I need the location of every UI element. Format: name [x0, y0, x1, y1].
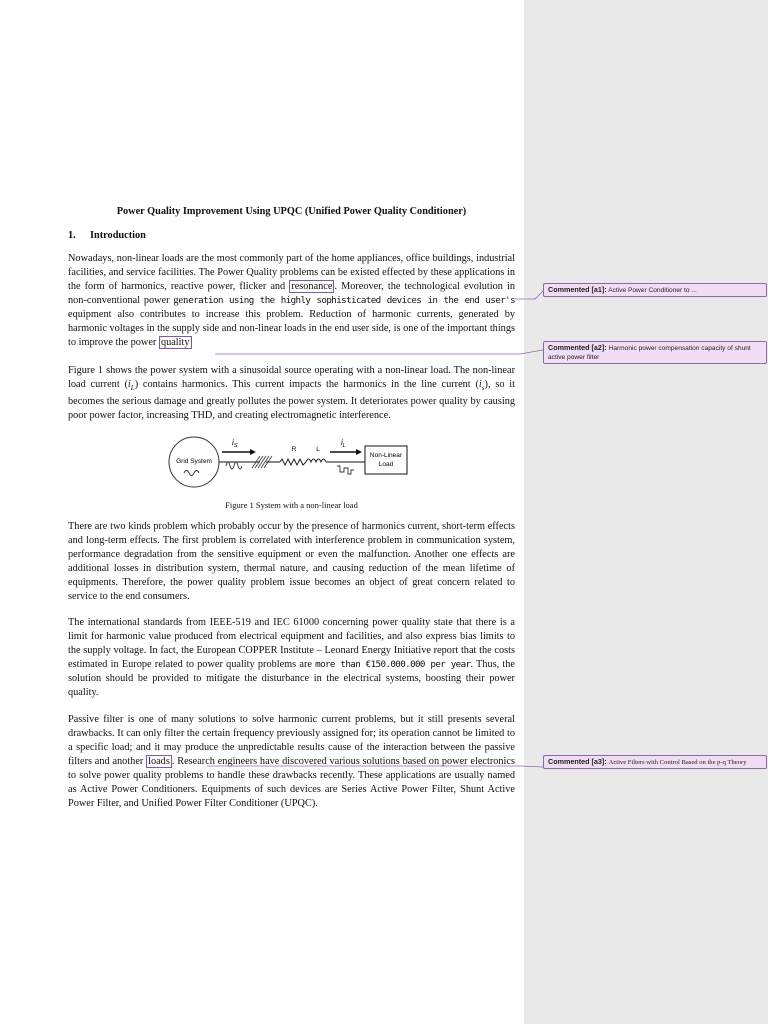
text-run: Figure 1 shows the power system with a sinusoidal source operating with a non-linear load. The non-linear load current (: [68, 365, 515, 390]
comment-label: Commented [a2]:: [548, 343, 607, 352]
handwritten-text: more than €150.000.000 per year: [315, 659, 471, 670]
text-run: . Moreover, the technological evolution in non-conventional power gen: [68, 281, 515, 306]
connector-a3: [207, 766, 543, 767]
connector-a1: [515, 291, 543, 299]
comment-a2[interactable]: [543, 341, 767, 364]
text-run: ), so it becomes the serious damage and greatly pollutes the power system. It deteriorates power quality by causing poor power factor, increasing THD, and creating electromagnetic interference.: [68, 379, 515, 422]
variable-subscript: s: [481, 384, 485, 393]
handwritten-text: eration using the highly sophisticated devices in the end user's: [188, 295, 515, 306]
comment-anchor-a1[interactable]: resonance: [291, 281, 333, 292]
comment-text: Harmonic power compensation capacity of shunt active power filter: [548, 345, 751, 361]
text-run: . Research engineers have discovered various solutions based on power electronics to solve power quality problems to handle these drawbacks recently. These applications are usually named as Active Power Conditioners. Equipments of such devices are Series Active Power Filter, Shunt Active Power Filter, and Unified Power Filter Conditioner (UPQC).: [68, 756, 515, 809]
inductor-label: L: [316, 446, 320, 453]
variable: i: [478, 379, 482, 390]
paragraph-3-text: There are two kinds problem which probably occur by the presence of harmonics current, short-term effects and long-term effects. The first problem is correlated with interference problem in communication system, performance degradation from the sensitive equipment or even the malfunction. Another one effects are additional losses in distribution system, thermal nature, and causing reduction of the mean lifetime of equipments. Therefore, the power quality problem issue becomes an object of great concern related to service to the end consumers.: [68, 521, 515, 602]
comment-a3[interactable]: [543, 755, 767, 769]
text-run: . Thus, the solution should be provided to mitigate the disturbance in the electrical systems, boosting their power quality.: [68, 659, 515, 698]
comment-anchor-a3[interactable]: loads: [148, 756, 170, 767]
comment-anchor-a2[interactable]: quality: [160, 337, 190, 348]
variable-subscript: L: [130, 384, 135, 393]
text-run: equipment also contributes to increase this problem. Reduction of harmonic currents, generated by harmonic voltages in the supply side and non-linear loads in the end user side, is one of the important things to improve the power: [68, 309, 515, 348]
connector-a2: [215, 350, 543, 354]
text-run: Passive filter is one of many solutions to solve harmonic current problems, but it still presents several drawbacks. It can only filter the certain frequency previously assigned for; its operation cannot be limited to a specific load; and it may produce the unpredictable results cause of the interaction between the passive filters and another: [68, 714, 515, 767]
comment-text: Active Power Conditioner to ...: [608, 287, 697, 294]
comment-text: Active Filters with Control Based on the p-q Theory: [608, 759, 747, 766]
text-run: ) contains harmonics. This current impacts the harmonics in the line current (: [134, 379, 479, 390]
comment-a1[interactable]: [543, 283, 767, 297]
comment-label: Commented [a1]:: [548, 285, 607, 294]
section-title: Introduction: [90, 230, 146, 241]
is-label: $i_S$: [232, 438, 238, 449]
comment-label: Commented [a3]:: [548, 757, 607, 766]
section-number: 1.: [68, 230, 76, 241]
il-label: $i_L$: [341, 438, 346, 449]
resistor-label: R: [291, 446, 297, 453]
variable: i: [127, 379, 131, 390]
load-label-line2: Load: [378, 461, 394, 468]
load-label-line1: Non-Linear: [369, 452, 403, 459]
text-run: The international standards from IEEE-519 and IEC 61000 concerning power quality state that there is a limit for harmonic value produced from electrical equipment and facilities, and also express bias limits to the supply voltage. In fact, the European COPPER Institute – Leonard Energy Initiative report that the costs estimated in Europe related to power quality problems are: [68, 617, 515, 670]
text-run: Nowadays, non-linear loads are the most commonly part of the home appliances, office buildings, industrial facilities, and service facilities. The Power Quality problems can be existed effected by these applications in the form of harmonics, reactive power, flicker and: [68, 253, 515, 292]
document-title: Power Quality Improvement Using UPQC (Unified Power Quality Conditioner): [116, 206, 467, 217]
figure-caption: Figure 1 System with a non-linear load: [225, 500, 358, 510]
grid-label: Grid System: [176, 458, 212, 465]
